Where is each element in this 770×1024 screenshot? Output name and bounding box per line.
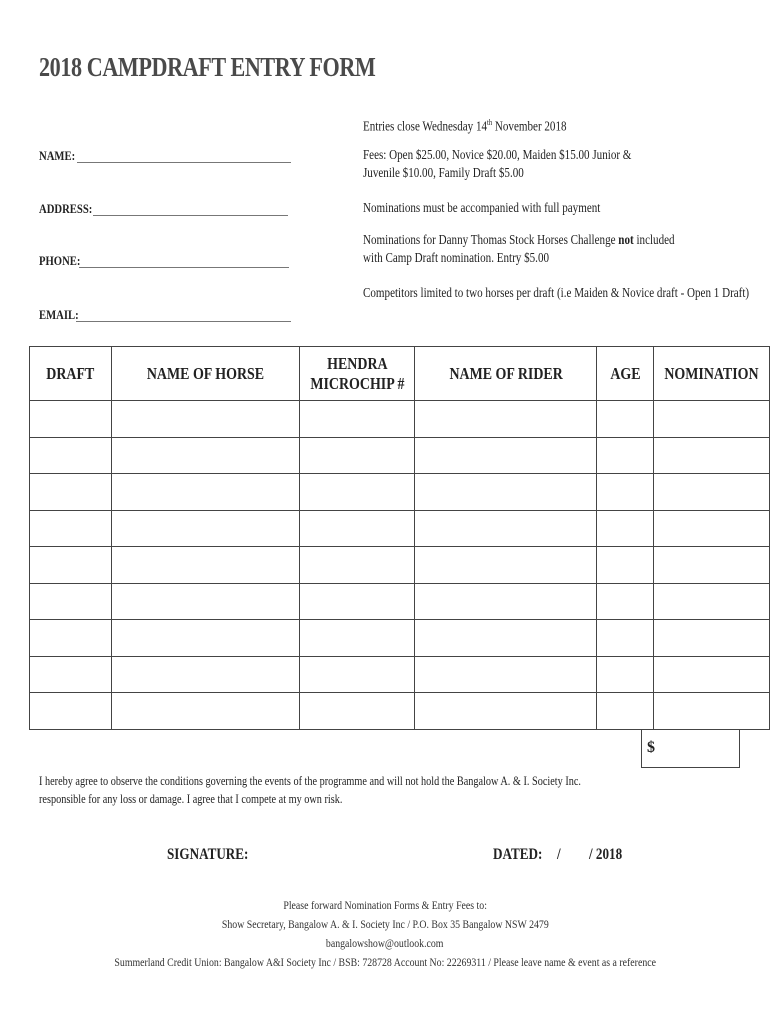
horse-cell[interactable]	[111, 583, 299, 620]
rider-cell[interactable]	[415, 693, 597, 730]
nomination-cell[interactable]	[654, 474, 770, 511]
name-field[interactable]	[77, 162, 291, 163]
draft-cell[interactable]	[30, 656, 112, 693]
table-row	[30, 656, 770, 693]
draft-cell[interactable]	[30, 474, 112, 511]
entries-close-sup: th	[487, 118, 493, 127]
table-row	[30, 693, 770, 730]
horse-cell[interactable]	[111, 437, 299, 474]
draft-cell[interactable]	[30, 620, 112, 657]
nomination-cell[interactable]	[654, 693, 770, 730]
hendra-cell[interactable]	[299, 547, 415, 584]
fees-line-1: Fees: Open $25.00, Novice $20.00, Maiden $15.00 Junior &	[363, 147, 632, 162]
address-label: ADDRESS:	[39, 201, 93, 216]
rider-cell[interactable]	[415, 620, 597, 657]
table-row	[30, 510, 770, 547]
rider-cell[interactable]	[415, 510, 597, 547]
horse-cell[interactable]	[111, 693, 299, 730]
entries-close-post: November 2018	[492, 118, 567, 134]
nomination-cell[interactable]	[654, 656, 770, 693]
email-field[interactable]	[76, 321, 291, 322]
phone-field[interactable]	[79, 267, 289, 268]
address-field[interactable]	[93, 215, 288, 216]
table-row	[30, 620, 770, 657]
signature-field[interactable]	[250, 846, 470, 866]
footer	[0, 896, 770, 972]
entries-close-text	[363, 114, 567, 136]
fees-line-2: Juvenile $10.00, Family Draft $5.00	[363, 165, 524, 180]
draft-cell[interactable]	[30, 547, 112, 584]
hendra-cell[interactable]	[299, 583, 415, 620]
challenge-not: not	[618, 232, 634, 247]
horse-cell[interactable]	[111, 547, 299, 584]
age-cell[interactable]	[597, 401, 654, 438]
rider-cell[interactable]	[415, 401, 597, 438]
nomination-cell[interactable]	[654, 401, 770, 438]
limit-text: Competitors limited to two horses per draft (i.e Maiden & Novice draft - Open 1 Draft)	[363, 285, 750, 300]
horse-cell[interactable]	[111, 656, 299, 693]
entries-close-pre: Entries close Wednesday 14	[363, 118, 488, 134]
nomination-cell[interactable]	[654, 547, 770, 584]
rider-cell[interactable]	[415, 474, 597, 511]
dated-year: / 2018	[589, 846, 623, 863]
header-nomination: NOMINATION	[654, 347, 770, 401]
signature-label: SIGNATURE:	[167, 846, 249, 863]
agreement-line-2: responsible for any loss or damage. I agree that I compete at my own risk.	[39, 792, 343, 806]
nomination-cell[interactable]	[654, 583, 770, 620]
hendra-cell[interactable]	[299, 401, 415, 438]
age-cell[interactable]	[597, 547, 654, 584]
horse-cell[interactable]	[111, 620, 299, 657]
nomination-cell[interactable]	[654, 620, 770, 657]
table-row	[30, 437, 770, 474]
rider-cell[interactable]	[415, 437, 597, 474]
footer-email[interactable]: bangalowshow@outlook.com	[326, 936, 444, 950]
hendra-cell[interactable]	[299, 620, 415, 657]
hendra-cell[interactable]	[299, 437, 415, 474]
email-label: EMAIL:	[39, 307, 79, 322]
entry-table	[29, 346, 770, 730]
hendra-cell[interactable]	[299, 474, 415, 511]
draft-cell[interactable]	[30, 583, 112, 620]
horse-cell[interactable]	[111, 510, 299, 547]
draft-cell[interactable]	[30, 693, 112, 730]
age-cell[interactable]	[597, 510, 654, 547]
agreement-text	[39, 772, 581, 808]
rider-cell[interactable]	[415, 583, 597, 620]
hendra-cell[interactable]	[299, 510, 415, 547]
horse-cell[interactable]	[111, 401, 299, 438]
fees-text	[363, 146, 631, 182]
age-cell[interactable]	[597, 656, 654, 693]
age-cell[interactable]	[597, 437, 654, 474]
header-hendra: HENDRA MICROCHIP #	[299, 347, 415, 401]
hendra-cell[interactable]	[299, 656, 415, 693]
payment-text: Nominations must be accompanied with full payment	[363, 200, 601, 215]
challenge-line-1-pre: Nominations for Danny Thomas Stock Horses Challenge	[363, 232, 619, 247]
rider-cell[interactable]	[415, 547, 597, 584]
footer-line-2: Show Secretary, Bangalow A. & I. Society Inc / P.O. Box 35 Bangalow NSW 2479	[221, 917, 549, 931]
total-dollar-sign: $	[647, 739, 655, 756]
dated-label: DATED:	[493, 846, 543, 863]
challenge-text	[363, 231, 675, 267]
header-rider: NAME OF RIDER	[415, 347, 597, 401]
age-cell[interactable]	[597, 583, 654, 620]
age-cell[interactable]	[597, 693, 654, 730]
form-title: 2018 CAMPDRAFT ENTRY FORM	[39, 52, 376, 82]
draft-cell[interactable]	[30, 510, 112, 547]
nomination-total-box[interactable]	[641, 730, 740, 768]
rider-cell[interactable]	[415, 656, 597, 693]
age-cell[interactable]	[597, 620, 654, 657]
draft-cell[interactable]	[30, 437, 112, 474]
draft-cell[interactable]	[30, 401, 112, 438]
table-row	[30, 583, 770, 620]
agreement-line-1: I hereby agree to observe the conditions governing the events of the programme and will not hold the Bangalow A. & I. Society Inc.	[39, 774, 581, 788]
dated-slash: /	[557, 846, 561, 863]
table-row	[30, 401, 770, 438]
horse-cell[interactable]	[111, 474, 299, 511]
name-label: NAME:	[39, 148, 76, 163]
nomination-cell[interactable]	[654, 437, 770, 474]
table-row	[30, 547, 770, 584]
table-row	[30, 474, 770, 511]
nomination-cell[interactable]	[654, 510, 770, 547]
header-draft: DRAFT	[30, 347, 112, 401]
challenge-line-2: with Camp Draft nomination. Entry $5.00	[363, 250, 550, 265]
age-cell[interactable]	[597, 474, 654, 511]
challenge-line-1-post: included	[633, 232, 675, 247]
header-age: AGE	[597, 347, 654, 401]
phone-label: PHONE:	[39, 253, 81, 268]
hendra-cell[interactable]	[299, 693, 415, 730]
footer-line-4: Summerland Credit Union: Bangalow A&I Society Inc / BSB: 728728 Account No: 22269311 / Please leave name & event as a reference	[114, 955, 656, 969]
footer-line-1: Please forward Nomination Forms & Entry Fees to:	[283, 898, 487, 912]
header-horse: NAME OF HORSE	[111, 347, 299, 401]
